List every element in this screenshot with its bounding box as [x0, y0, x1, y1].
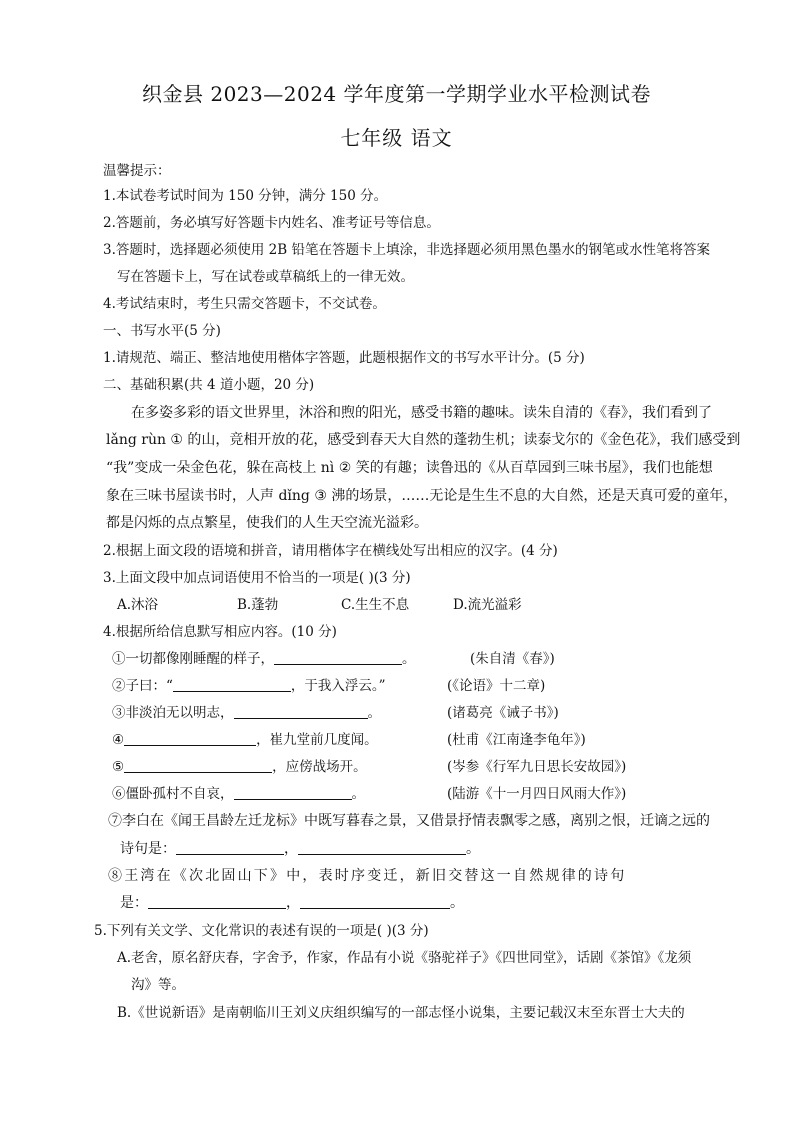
- passage-line: lǎng rùn ① 的山，竞相开放的花，感受到春天大自然的蓬勃生机；读泰戈尔的《金色花》，我们感受到: [106, 432, 741, 448]
- question-text: 1.请规范、端正、整洁地使用楷体字答题，此题根据作文的书写水平计分。(5 分): [103, 350, 585, 366]
- tip-item: 3.答题时，选择题必须使用 2B 铅笔在答题卡上填涂，非选择题必须用黑色墨水的钢笔或水性笔将答案: [103, 242, 710, 258]
- answer-blank[interactable]: [274, 650, 402, 665]
- passage-line: 象在三味书屋读书时，人声 dǐng ③ 沸的场景，……无论是生生不息的大自然，还是天真可爱的童年，: [106, 488, 738, 504]
- answer-blank[interactable]: [124, 758, 272, 773]
- source-note: (《论语》十二章): [447, 678, 546, 694]
- answer-blank[interactable]: [173, 677, 291, 692]
- option-b: B.《世说新语》是南朝临川王刘义庆组织编写的一部志怪小说集，主要记载汉末至东晋士大夫的: [117, 1005, 685, 1021]
- recite-item: ③非淡泊无以明志， 。: [112, 705, 381, 721]
- recite-item-7-answer: 诗句是： ， 。: [120, 841, 480, 857]
- question-text: 2.根据上面文段的语境和拼音，请用楷体字在横线处写出相应的汉字。(4 分): [103, 543, 558, 559]
- recite-item-7-prompt: ⑦李白在《闻王昌龄左迁龙标》中既写暮春之景，又借景抒情表飘零之感，离别之恨，迁谪之远的: [108, 813, 710, 829]
- answer-blank[interactable]: [300, 894, 450, 909]
- tip-item: 写在答题卡上，写在试卷或草稿纸上的一律无效。: [117, 269, 414, 285]
- section-heading: 一、书写水平(5 分): [103, 323, 221, 339]
- exam-subtitle: 七年级 语文: [340, 126, 453, 150]
- question-text: 5.下列有关文学、文化常识的表述有误的一项是( )(3 分): [94, 923, 429, 939]
- passage-line: 都是闪烁的点点繁星，使我们的人生天空流光溢彩。: [106, 515, 428, 531]
- answer-blank[interactable]: [234, 785, 352, 800]
- answer-blank[interactable]: [148, 894, 286, 909]
- answer-blank[interactable]: [234, 704, 368, 719]
- passage-line: “我”变成一朵金色花，躲在高枝上 nì ② 笑的有趣；读鲁迅的《从百草园到三味书屋》，我们也能想: [106, 460, 713, 476]
- tip-item: 1.本试卷考试时间为 150 分钟，满分 150 分。: [103, 188, 388, 204]
- recite-item: ②子曰：“ ，于我入浮云。”: [112, 678, 386, 694]
- option-b: B.蓬勃: [237, 597, 279, 613]
- source-note: (诸葛亮《诫子书》): [447, 705, 559, 721]
- exam-title: 织金县 2023—2024 学年度第一学期学业水平检测试卷: [141, 82, 651, 106]
- source-note: (陆游《十一月四日风雨大作》): [447, 786, 627, 802]
- tip-item: 4.考试结束时，考生只需交答题卡，不交试卷。: [103, 296, 386, 312]
- answer-blank[interactable]: [176, 840, 284, 855]
- source-note: (朱自清《春》): [470, 651, 555, 667]
- passage-line: 在多姿多彩的语文世界里，沐浴和煦的阳光，感受书籍的趣味。读朱自清的《春》，我们看到了: [131, 405, 712, 421]
- question-text: 4.根据所给信息默写相应内容。(10 分): [103, 624, 337, 640]
- recite-item-8-answer: 是： ， 。: [120, 895, 464, 911]
- answer-blank[interactable]: [298, 840, 466, 855]
- option-a: A.老舍，原名舒庆春，字舍予，作家，作品有小说《骆驼祥子》《四世同堂》，话剧《茶馆》《龙须: [117, 950, 692, 966]
- recite-item: ①一切都像刚睡醒的样子， 。: [112, 651, 416, 667]
- tip-item: 2.答题前，务必填写好答题卡内姓名、准考证号等信息。: [103, 215, 440, 231]
- source-note: (杜甫《江南逢李龟年》): [447, 732, 586, 748]
- option-c: C.生生不息: [341, 597, 410, 613]
- option-a-cont: 沟》等。: [131, 977, 185, 993]
- recite-item: ⑤ ，应傍战场开。: [112, 759, 367, 775]
- option-d: D.流光溢彩: [453, 597, 522, 613]
- recite-item-8-prompt: ⑧王湾在《次北固山下》中，表时序变迁，新旧交替这一自然规律的诗句: [108, 868, 627, 884]
- answer-blank[interactable]: [124, 731, 256, 746]
- option-a: A.沐浴: [117, 597, 159, 613]
- question-text: 3.上面文段中加点词语使用不恰当的一项是( )(3 分): [103, 570, 411, 586]
- section-heading: 二、基础积累(共 4 道小题，20 分): [103, 377, 315, 393]
- recite-item: ⑥僵卧孤村不自哀， 。: [112, 786, 365, 802]
- recite-item: ④ ，崔九堂前几度闻。: [112, 732, 378, 748]
- tips-heading: 温馨提示：: [103, 163, 171, 179]
- source-note: (岑参《行军九日思长安故园》): [447, 759, 627, 775]
